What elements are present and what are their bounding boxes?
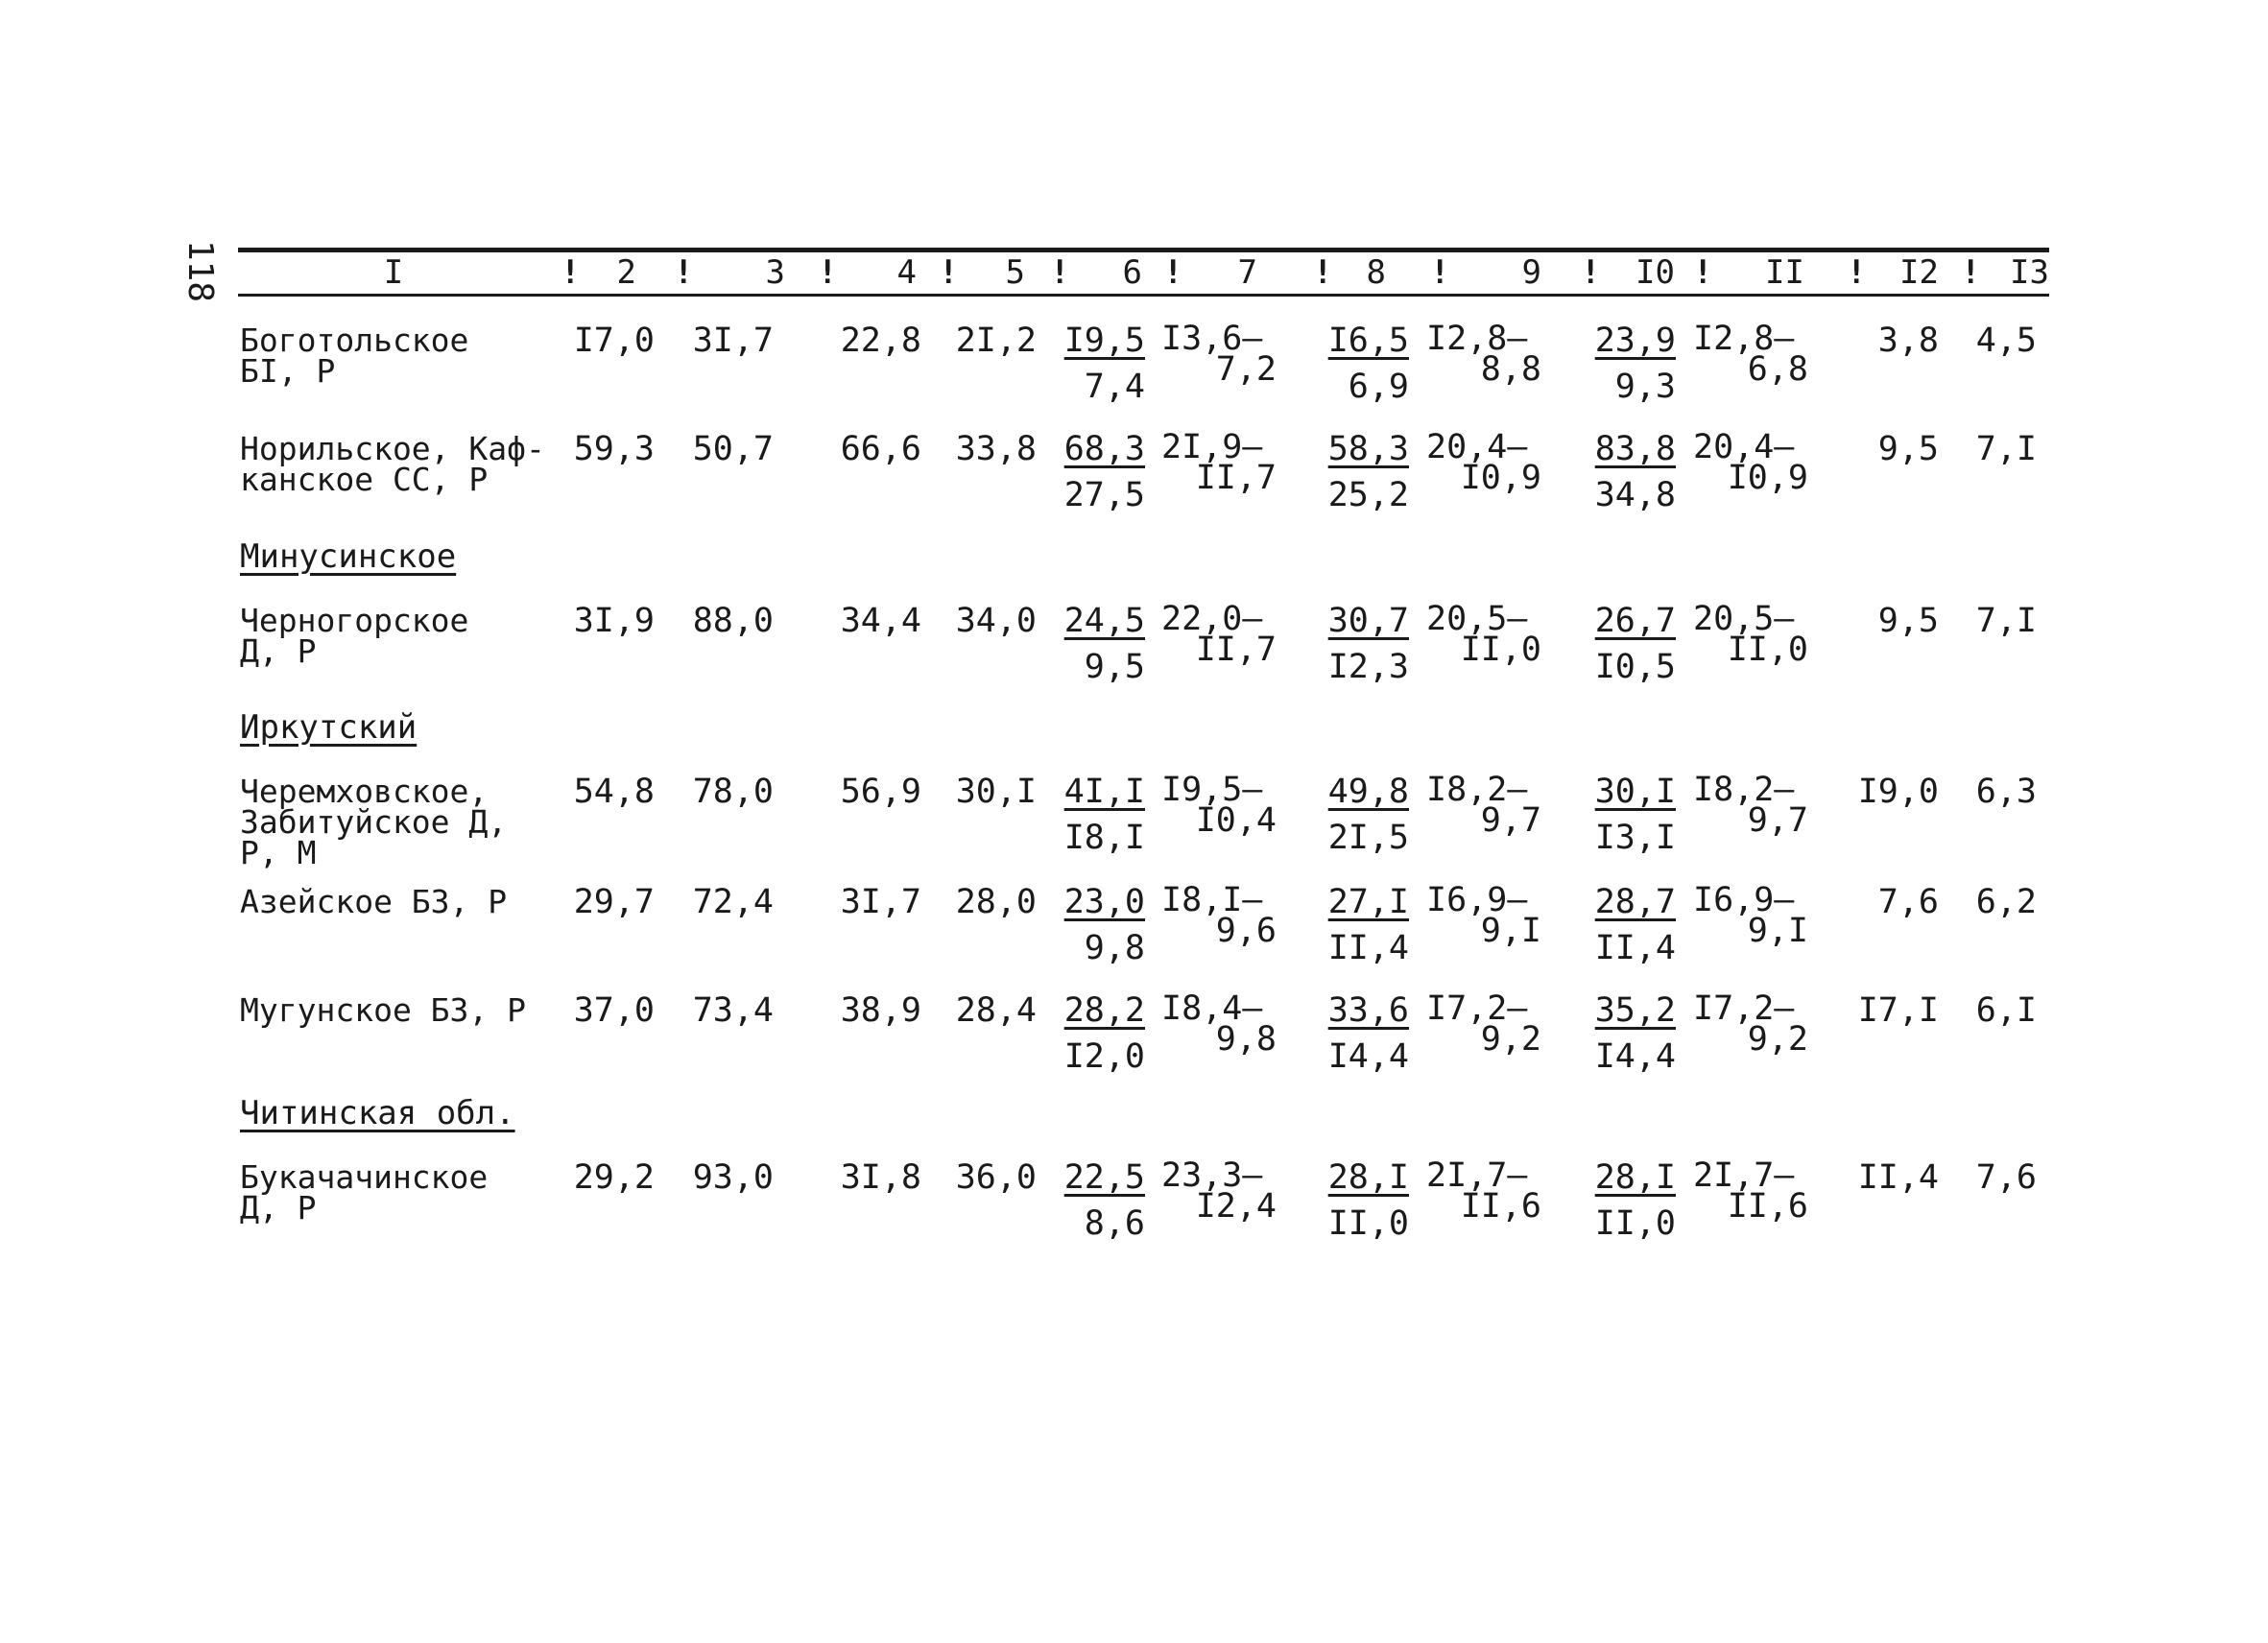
row-label-line: Р, М — [240, 834, 317, 871]
range-lower-value: 8,8 — [1480, 350, 1541, 389]
range-upper-value: I6,9– — [1693, 881, 1795, 919]
column-header-12: I2 — [1899, 253, 1939, 292]
range-cell-c9 — [1426, 881, 1541, 950]
row-label-line: Норильское, Каф- — [240, 430, 545, 467]
range-lower-value: I0,9 — [1460, 459, 1541, 497]
page-number: 118 — [180, 240, 220, 303]
table-cell-c12: II,4 — [1857, 1158, 1939, 1197]
table-cell-c2: 54,8 — [573, 773, 655, 811]
table-cell-c12: 9,5 — [1877, 602, 1939, 640]
row-label-line: БI, Р — [240, 352, 336, 390]
row-label-line: Забитуйское Д, — [240, 803, 508, 841]
table-cell-c3: 50,7 — [692, 430, 774, 468]
range-cell-c11 — [1693, 989, 1808, 1059]
range-cell-c9 — [1426, 600, 1541, 669]
fraction-denominator: 27,5 — [1063, 476, 1145, 514]
fraction-denominator: II,0 — [1327, 1204, 1409, 1243]
fraction-cell-c10 — [1580, 1158, 1676, 1243]
range-cell-c7 — [1161, 428, 1277, 497]
fraction-cell-c6 — [1049, 883, 1145, 967]
range-cell-c11 — [1693, 881, 1808, 950]
header-separator: ! — [1847, 253, 1867, 292]
range-cell-c7 — [1161, 989, 1277, 1059]
fraction-cell-c6 — [1049, 773, 1145, 857]
fraction-numerator: 24,5 — [1063, 602, 1145, 640]
range-upper-value: 20,5– — [1426, 600, 1528, 638]
fraction-cell-c10 — [1580, 602, 1676, 686]
range-upper-value: I7,2– — [1426, 989, 1528, 1028]
table-cell-c3: 73,4 — [692, 991, 774, 1030]
row-label-line: Черемховское, — [240, 773, 489, 810]
header-separator: ! — [674, 253, 694, 292]
range-cell-c9 — [1426, 989, 1541, 1059]
table-cell-c3: 3I,7 — [692, 321, 774, 360]
fraction-cell-c8 — [1313, 321, 1409, 406]
range-upper-value: I8,2– — [1426, 771, 1528, 809]
range-lower-value: 9,7 — [1480, 801, 1541, 840]
row-label — [240, 321, 557, 390]
range-lower-value: II,0 — [1460, 631, 1541, 669]
range-upper-value: 2I,7– — [1693, 1156, 1795, 1195]
table-cell-c13: 6,I — [1975, 991, 2037, 1030]
table-cell-c13: 6,3 — [1975, 773, 2037, 811]
fraction-cell-c8 — [1313, 1158, 1409, 1243]
range-cell-c7 — [1161, 320, 1277, 389]
range-cell-c7 — [1161, 771, 1277, 840]
range-lower-value: I0,9 — [1727, 459, 1808, 497]
fraction-denominator: II,0 — [1594, 1204, 1676, 1243]
range-lower-value: I2,4 — [1195, 1187, 1277, 1226]
range-lower-value: 9,8 — [1215, 1020, 1277, 1059]
table-cell-c5: 34,0 — [955, 602, 1037, 640]
table-header-rule — [238, 294, 2049, 297]
header-separator: ! — [1050, 253, 1070, 292]
table-cell-c2: 37,0 — [573, 991, 655, 1030]
table-cell-c12: I9,0 — [1857, 773, 1939, 811]
column-header-10: I0 — [1635, 253, 1675, 292]
fraction-cell-c10 — [1580, 321, 1676, 406]
table-cell-c5: 33,8 — [955, 430, 1037, 468]
fraction-numerator: 22,5 — [1063, 1158, 1145, 1197]
table-cell-c12: 9,5 — [1877, 430, 1939, 468]
table-cell-c5: 28,0 — [955, 883, 1037, 921]
fraction-numerator: 28,I — [1327, 1158, 1409, 1197]
column-header-4: 4 — [896, 253, 917, 292]
row-label-line: Мугунское БЗ, Р — [240, 991, 527, 1029]
range-cell-c9 — [1426, 1156, 1541, 1226]
fraction-cell-c8 — [1313, 602, 1409, 686]
range-cell-c7 — [1161, 1156, 1277, 1226]
table-cell-c4: 66,6 — [840, 430, 921, 468]
range-upper-value: I7,2– — [1693, 989, 1795, 1028]
column-header-8: 8 — [1366, 253, 1386, 292]
fraction-cell-c8 — [1313, 883, 1409, 967]
fraction-denominator: 9,5 — [1084, 648, 1145, 686]
fraction-numerator: 27,I — [1327, 883, 1409, 921]
fraction-cell-c6 — [1049, 430, 1145, 514]
fraction-cell-c8 — [1313, 991, 1409, 1076]
fraction-cell-c6 — [1049, 602, 1145, 686]
fraction-numerator: I6,5 — [1327, 321, 1409, 360]
range-lower-value: II,0 — [1727, 631, 1808, 669]
fraction-numerator: 49,8 — [1327, 773, 1409, 811]
range-upper-value: 23,3– — [1161, 1156, 1263, 1195]
table-cell-c3: 88,0 — [692, 602, 774, 640]
range-upper-value: I8,I– — [1161, 881, 1263, 919]
range-cell-c9 — [1426, 771, 1541, 840]
range-lower-value: 9,I — [1747, 912, 1808, 950]
fraction-denominator: I2,0 — [1063, 1037, 1145, 1076]
table-cell-c13: 7,I — [1975, 602, 2037, 640]
header-separator: ! — [1163, 253, 1183, 292]
range-lower-value: 6,8 — [1747, 350, 1808, 389]
fraction-numerator: 26,7 — [1594, 602, 1676, 640]
table-cell-c4: 38,9 — [840, 991, 921, 1030]
fraction-numerator: 58,3 — [1327, 430, 1409, 468]
row-label — [240, 602, 557, 670]
row-label-line: Д, Р — [240, 1189, 317, 1226]
row-label-line: Д, Р — [240, 632, 317, 670]
column-header-11: II — [1765, 253, 1804, 292]
table-cell-c2: 29,7 — [573, 883, 655, 921]
fraction-cell-c10 — [1580, 773, 1676, 857]
range-upper-value: I8,2– — [1693, 771, 1795, 809]
table-cell-c4: 3I,8 — [840, 1158, 921, 1197]
table-cell-c5: 28,4 — [955, 991, 1037, 1030]
fraction-cell-c6 — [1049, 1158, 1145, 1243]
fraction-denominator: I0,5 — [1594, 648, 1676, 686]
range-cell-c11 — [1693, 600, 1808, 669]
fraction-denominator: I4,4 — [1594, 1037, 1676, 1076]
region-heading: Иркутский — [240, 708, 418, 747]
range-upper-value: I8,4– — [1161, 989, 1263, 1028]
table-cell-c2: I7,0 — [573, 321, 655, 360]
table-cell-c2: 29,2 — [573, 1158, 655, 1197]
table-cell-c5: 2I,2 — [955, 321, 1037, 360]
column-header-9: 9 — [1521, 253, 1541, 292]
table-cell-c4: 34,4 — [840, 602, 921, 640]
fraction-cell-c10 — [1580, 991, 1676, 1076]
fraction-cell-c10 — [1580, 883, 1676, 967]
range-upper-value: I2,8– — [1693, 320, 1795, 358]
fraction-denominator: 6,9 — [1348, 368, 1409, 406]
fraction-denominator: 7,4 — [1084, 368, 1145, 406]
fraction-denominator: 9,3 — [1614, 368, 1676, 406]
row-label — [240, 883, 557, 920]
fraction-numerator: I9,5 — [1063, 321, 1145, 360]
table-cell-c3: 72,4 — [692, 883, 774, 921]
header-separator: ! — [1693, 253, 1713, 292]
range-upper-value: 20,4– — [1693, 428, 1795, 466]
fraction-denominator: I4,4 — [1327, 1037, 1409, 1076]
column-header-6: 6 — [1122, 253, 1142, 292]
table-cell-c5: 36,0 — [955, 1158, 1037, 1197]
column-header-2: 2 — [616, 253, 636, 292]
fraction-denominator: I3,I — [1594, 819, 1676, 857]
fraction-numerator: 83,8 — [1594, 430, 1676, 468]
column-header-7: 7 — [1237, 253, 1257, 292]
fraction-cell-c6 — [1049, 321, 1145, 406]
fraction-denominator: 2I,5 — [1327, 819, 1409, 857]
header-separator: ! — [939, 253, 959, 292]
fraction-denominator: I2,3 — [1327, 648, 1409, 686]
fraction-denominator: I8,I — [1063, 819, 1145, 857]
range-lower-value: II,7 — [1195, 459, 1277, 497]
header-separator: ! — [1313, 253, 1333, 292]
fraction-numerator: 28,2 — [1063, 991, 1145, 1030]
range-lower-value: 9,6 — [1215, 912, 1277, 950]
range-upper-value: I9,5– — [1161, 771, 1263, 809]
range-cell-c11 — [1693, 771, 1808, 840]
range-cell-c9 — [1426, 428, 1541, 497]
range-upper-value: I3,6– — [1161, 320, 1263, 358]
row-label-line: Боготольское — [240, 321, 469, 359]
table-cell-c12: I7,I — [1857, 991, 1939, 1030]
table-cell-c12: 3,8 — [1877, 321, 1939, 360]
row-label — [240, 773, 557, 871]
row-label-line: Букачачинское — [240, 1158, 489, 1196]
fraction-numerator: 4I,I — [1063, 773, 1145, 811]
fraction-numerator: 23,9 — [1594, 321, 1676, 360]
fraction-denominator: 9,8 — [1084, 929, 1145, 967]
range-lower-value: 9,7 — [1747, 801, 1808, 840]
header-separator: ! — [1430, 253, 1450, 292]
table-cell-c3: 78,0 — [692, 773, 774, 811]
column-header-5: 5 — [1005, 253, 1025, 292]
range-lower-value: 7,2 — [1215, 350, 1277, 389]
table-cell-c4: 56,9 — [840, 773, 921, 811]
table-cell-c5: 30,I — [955, 773, 1037, 811]
region-heading: Читинская обл. — [240, 1094, 515, 1132]
fraction-numerator: 30,7 — [1327, 602, 1409, 640]
column-header-3: 3 — [765, 253, 785, 292]
header-separator: ! — [561, 253, 581, 292]
range-upper-value: I2,8– — [1426, 320, 1528, 358]
row-label-line: Черногорское — [240, 602, 469, 639]
row-label — [240, 991, 557, 1029]
fraction-cell-c8 — [1313, 430, 1409, 514]
table-cell-c13: 7,6 — [1975, 1158, 2037, 1197]
table-header-row — [0, 251, 2268, 294]
fraction-numerator: 68,3 — [1063, 430, 1145, 468]
range-upper-value: 2I,9– — [1161, 428, 1263, 466]
range-cell-c11 — [1693, 320, 1808, 389]
table-cell-c3: 93,0 — [692, 1158, 774, 1197]
table-cell-c2: 59,3 — [573, 430, 655, 468]
fraction-denominator: 34,8 — [1594, 476, 1676, 514]
range-cell-c9 — [1426, 320, 1541, 389]
fraction-cell-c10 — [1580, 430, 1676, 514]
fraction-numerator: 33,6 — [1327, 991, 1409, 1030]
fraction-numerator: 30,I — [1594, 773, 1676, 811]
table-cell-c4: 22,8 — [840, 321, 921, 360]
fraction-numerator: 35,2 — [1594, 991, 1676, 1030]
row-label — [240, 430, 557, 498]
row-label-line: Азейское БЗ, Р — [240, 883, 508, 920]
table-cell-c12: 7,6 — [1877, 883, 1939, 921]
fraction-denominator: 8,6 — [1084, 1204, 1145, 1243]
range-upper-value: 20,4– — [1426, 428, 1528, 466]
range-cell-c11 — [1693, 1156, 1808, 1226]
range-lower-value: 9,2 — [1747, 1020, 1808, 1059]
fraction-denominator: II,4 — [1327, 929, 1409, 967]
range-lower-value: 9,I — [1480, 912, 1541, 950]
range-cell-c7 — [1161, 600, 1277, 669]
range-lower-value: I0,4 — [1195, 801, 1277, 840]
column-header-1: I — [383, 253, 404, 292]
fraction-numerator: 28,I — [1594, 1158, 1676, 1197]
header-separator: ! — [818, 253, 838, 292]
fraction-numerator: 23,0 — [1063, 883, 1145, 921]
range-lower-value: 9,2 — [1480, 1020, 1541, 1059]
range-upper-value: 20,5– — [1693, 600, 1795, 638]
range-lower-value: II,7 — [1195, 631, 1277, 669]
region-heading: Минусинское — [240, 537, 457, 576]
table-cell-c13: 7,I — [1975, 430, 2037, 468]
row-label-line: канское СС, Р — [240, 461, 489, 498]
fraction-cell-c6 — [1049, 991, 1145, 1076]
range-cell-c11 — [1693, 428, 1808, 497]
table-cell-c2: 3I,9 — [573, 602, 655, 640]
fraction-denominator: II,4 — [1594, 929, 1676, 967]
range-lower-value: II,6 — [1727, 1187, 1808, 1226]
range-upper-value: 22,0– — [1161, 600, 1263, 638]
fraction-numerator: 28,7 — [1594, 883, 1676, 921]
row-label — [240, 1158, 557, 1226]
range-lower-value: II,6 — [1460, 1187, 1541, 1226]
fraction-denominator: 25,2 — [1327, 476, 1409, 514]
column-header-13: I3 — [2010, 253, 2049, 292]
range-cell-c7 — [1161, 881, 1277, 950]
header-separator: ! — [1581, 253, 1601, 292]
table-cell-c13: 4,5 — [1975, 321, 2037, 360]
table-cell-c13: 6,2 — [1975, 883, 2037, 921]
table-cell-c4: 3I,7 — [840, 883, 921, 921]
range-upper-value: I6,9– — [1426, 881, 1528, 919]
fraction-cell-c8 — [1313, 773, 1409, 857]
range-upper-value: 2I,7– — [1426, 1156, 1528, 1195]
header-separator: ! — [1961, 253, 1981, 292]
